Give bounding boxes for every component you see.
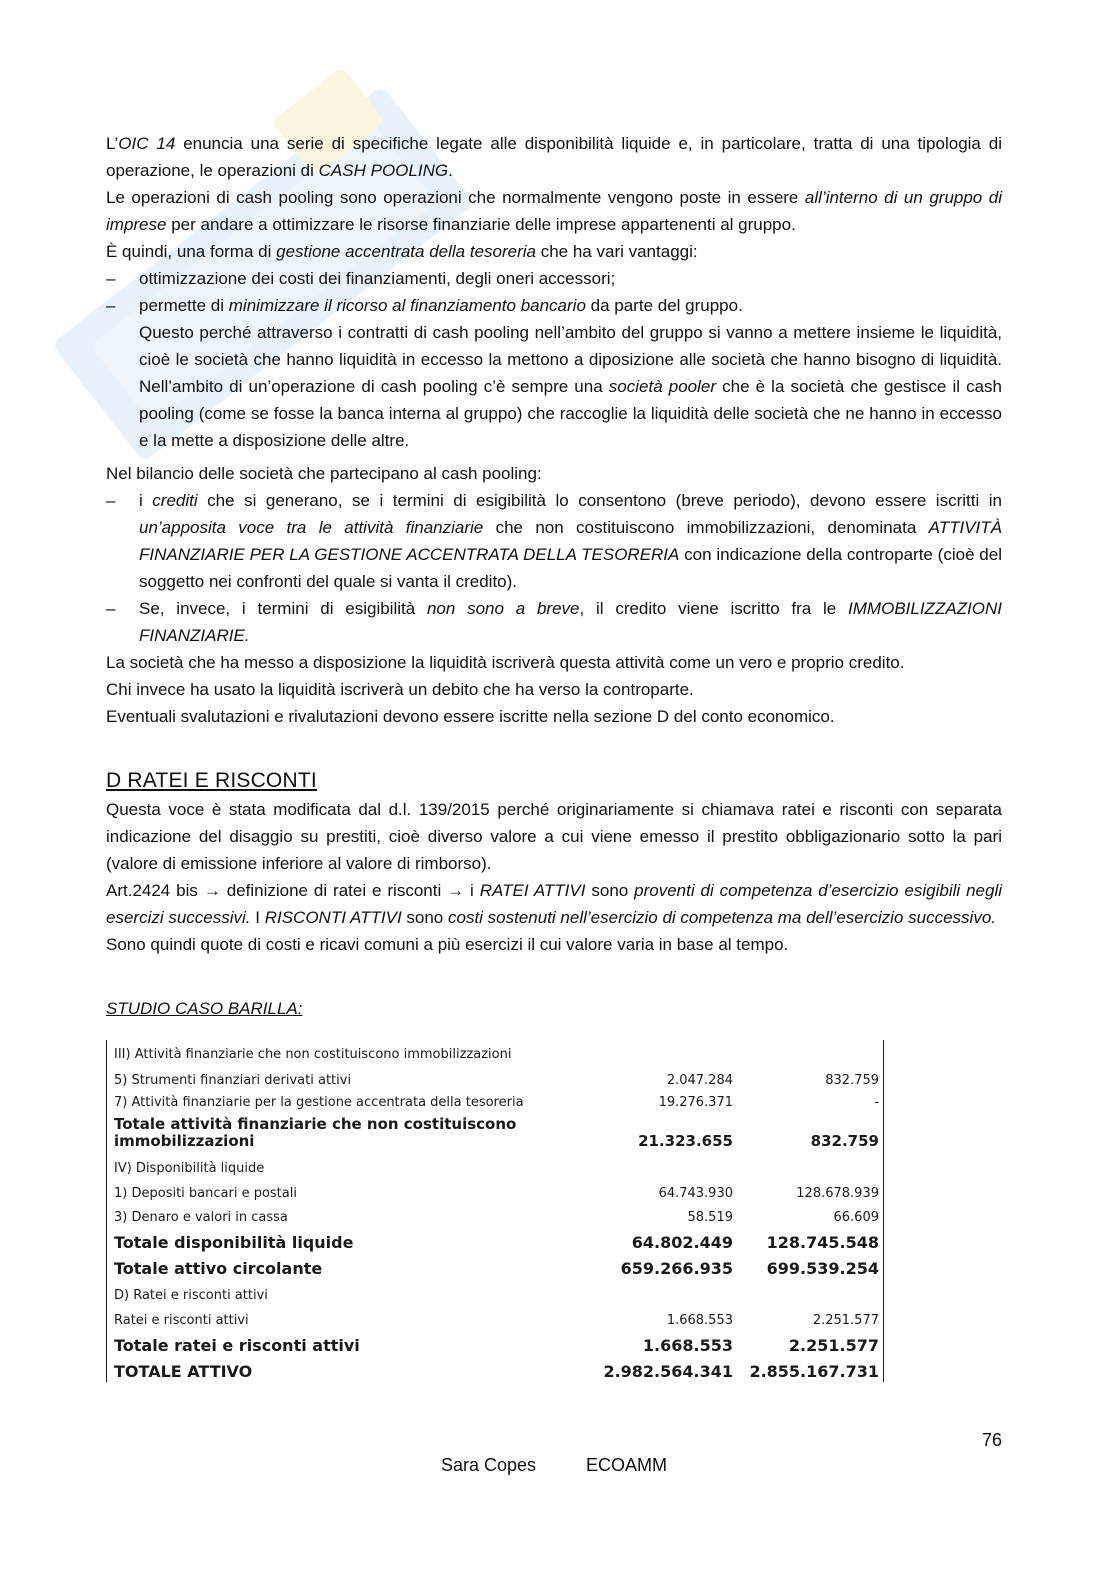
row-label: Totale ratei e risconti attivi — [114, 1336, 360, 1355]
value-previous: 128.678.939 — [796, 1186, 879, 1201]
row-label: D) Ratei e risconti attivi — [114, 1288, 268, 1303]
value-current: 64.743.930 — [658, 1186, 733, 1201]
value-previous: 2.855.167.731 — [749, 1362, 879, 1381]
bilancio-intro: Nel bilancio delle società che partecipano al cash pooling: — [106, 464, 542, 483]
table-row — [107, 1176, 883, 1201]
row-label: TOTALE ATTIVO — [114, 1362, 253, 1381]
value-previous: - — [874, 1095, 879, 1110]
ratei-p1: Questa voce è stata modificata dal d.l. 139/2015 perché originariamente si chiamava ratei e risconti con separata indicazione del disaggio su prestiti, cioè diverso valore a cui viene emesso il prestito obbligazionario sotto la pari (valore di emissione inferiore al valore di rimborso). — [106, 800, 1002, 873]
row-label: Totale disponibilità liquide — [114, 1233, 354, 1252]
table-row — [107, 1110, 883, 1150]
table-row — [107, 1252, 883, 1278]
table-row — [107, 1278, 883, 1303]
row-label: 7) Attività finanziarie per la gestione accentrata della tesoreria — [114, 1095, 524, 1110]
balance-sheet-table — [106, 1040, 884, 1382]
case-study-title: STUDIO CASO BARILLA: — [106, 999, 303, 1018]
bilancio-p2: Chi invece ha usato la liquidità iscriverà un debito che ha verso la controparte. — [106, 680, 694, 699]
value-previous: 832.759 — [810, 1132, 879, 1150]
value-previous — [739, 1040, 883, 1062]
row-label: Totale attivo circolante — [114, 1259, 323, 1278]
value-current: 659.266.935 — [620, 1259, 733, 1278]
value-current — [583, 1150, 739, 1176]
bilancio-p3: Eventuali svalutazioni e rivalutazioni devono essere iscritte nella sezione D del conto economico. — [106, 707, 835, 726]
list-item: – i crediti che si generano, se i termini di esigibilità lo consentono (breve periodo), devono essere iscritti in un’apposita voce tra le attività finanziarie che non costituiscono immobilizzazioni, denominata ATTIVITÀ FINANZIARIE PER LA GESTIONE ACCENTRATA DELLA TESORERIA con indicazione della controparte (cioè del soggetto nei confronti del quale si vanta il credito). — [139, 487, 1002, 595]
footer-author: Sara Copes — [441, 1455, 537, 1475]
row-label: III) Attività finanziarie che non costituiscono immobilizzazioni — [114, 1047, 512, 1062]
cash-pooling-paragraph: Le operazioni di cash pooling sono operazioni che normalmente vengono poste in essere all’interno di un gruppo di imprese per andare a ottimizzare le risorse finanziarie delle imprese appartenenti al gruppo. — [106, 188, 1003, 234]
value-current: 1.668.553 — [642, 1336, 733, 1355]
table-row — [107, 1150, 883, 1176]
document-body — [106, 130, 1002, 1024]
value-current: 64.802.449 — [631, 1233, 733, 1252]
value-previous — [739, 1278, 883, 1303]
row-label: 1) Depositi bancari e postali — [114, 1186, 297, 1201]
ratei-p2: Art.2424 bis → definizione di ratei e risconti → i RATEI ATTIVI sono proventi di competenza d’esercizio esigibili negli esercizi successivi. I RISCONTI ATTIVI sono costi sostenuti nell’esercizio di competenza ma dell’esercizio successivo. — [106, 881, 1002, 927]
value-current — [583, 1278, 739, 1303]
list-item: – Se, invece, i termini di esigibilità non sono a breve, il credito viene iscritto fra le IMMOBILIZZAZIONI FINANZIARIE. — [139, 595, 1002, 649]
table-row — [107, 1040, 883, 1062]
value-previous: 832.759 — [825, 1073, 879, 1088]
value-previous — [739, 1150, 883, 1176]
vantaggi-list — [106, 265, 1002, 454]
value-current: 1.668.553 — [666, 1313, 733, 1328]
row-label: Totale attività finanziarie che non costituiscono immobilizzazioni — [114, 1115, 517, 1150]
bilancio-p1: La società che ha messo a disposizione la liquidità iscriverà questa attività come un vero e proprio credito. — [106, 653, 905, 672]
table-row — [107, 1225, 883, 1252]
page-number: 76 — [982, 1430, 1003, 1450]
table-row — [107, 1062, 883, 1088]
row-label: Ratei e risconti attivi — [114, 1313, 249, 1328]
value-current: 21.323.655 — [638, 1132, 733, 1150]
list-item: – ottimizzazione dei costi dei finanziamenti, degli oneri accessori; — [139, 265, 1002, 292]
value-previous: 66.609 — [833, 1210, 879, 1225]
value-current: 19.276.371 — [658, 1095, 733, 1110]
value-previous: 128.745.548 — [766, 1233, 879, 1252]
table-row — [107, 1355, 883, 1381]
row-label: 3) Denaro e valori in cassa — [114, 1210, 288, 1225]
ratei-p3: Sono quindi quote di costi e ricavi comuni a più esercizi il cui valore varia in base al tempo. — [106, 935, 789, 954]
value-previous: 2.251.577 — [812, 1313, 879, 1328]
table-row — [107, 1088, 883, 1110]
table-row — [107, 1328, 883, 1355]
table-row — [107, 1201, 883, 1225]
tesoreria-paragraph: È quindi, una forma di gestione accentrata della tesoreria che ha vari vantaggi: — [106, 242, 698, 261]
value-current: 2.982.564.341 — [603, 1362, 733, 1381]
oic-paragraph: L’OIC 14 enuncia una serie di specifiche legate alle disponibilità liquide e, in particolare, tratta di una tipologia di operazione, le operazioni di CASH POOLING. — [106, 134, 1002, 180]
value-current — [583, 1040, 739, 1062]
section-heading: D RATEI E RISCONTI — [106, 769, 317, 792]
list-item: – permette di minimizzare il ricorso al finanziamento bancario da parte del gruppo. Questo perché attraverso i contratti di cash pooling nell’ambito del gruppo si vanno a mettere insieme le liquidità, cioè le società che hanno liquidità in eccesso la mettono a diposizione alle società che hanno bisogno di liquidità. Nell’ambito di un’operazione di cash pooling c’è sempre una società pooler che è la società che gestisce il cash pooling (come se fosse la banca interna al gruppo) che raccoglie la liquidità delle società che ne hanno in eccesso e la mette a disposizione delle altre. — [139, 292, 1002, 454]
table-row — [107, 1303, 883, 1328]
value-previous: 2.251.577 — [788, 1336, 879, 1355]
value-current: 2.047.284 — [666, 1073, 733, 1088]
value-previous: 699.539.254 — [766, 1259, 879, 1278]
footer-course: ECOAMM — [586, 1455, 667, 1475]
value-current: 58.519 — [687, 1210, 733, 1225]
row-label: IV) Disponibilità liquide — [114, 1161, 265, 1176]
row-label: 5) Strumenti finanziari derivati attivi — [114, 1073, 352, 1088]
bilancio-list — [106, 487, 1002, 649]
